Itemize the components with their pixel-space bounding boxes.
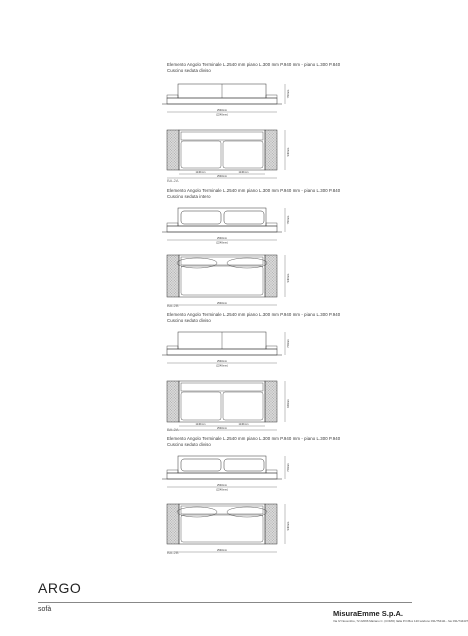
base-frame (167, 349, 277, 355)
base-frame (167, 98, 277, 104)
element-code: BA-2B (167, 550, 179, 555)
hatch-line (265, 381, 268, 384)
front-view (162, 456, 285, 487)
seat-frame (179, 255, 265, 297)
dimension-label: (2240mm) (216, 113, 228, 117)
back-cushion-left (181, 211, 221, 224)
base-frame (167, 473, 277, 479)
hatch-line (167, 381, 175, 389)
element-caption: Elemento Angolo Terminale L.2540 mm piano L.300 mm P.940 mm - piano L.300 P.940 Cuscino seduto diviso (167, 312, 341, 323)
dimension-label: 1140mm (238, 171, 249, 175)
side-table-right (266, 223, 277, 226)
dimension-label: (2240mm) (216, 241, 228, 245)
dimension-label: 750mm (287, 339, 290, 348)
armrest-hatch (265, 255, 277, 297)
element-code: BA-2A (167, 178, 179, 183)
dimension-label: 2540mm (216, 175, 228, 179)
front-view (162, 332, 285, 363)
armrest-hatch (167, 381, 179, 422)
armrest-hatch (265, 381, 277, 422)
armrest-hatch (167, 504, 179, 544)
side-table-right (266, 470, 277, 473)
element-caption: Elemento Angolo Terminale L.2540 mm piano L.300 mm P.940 mm - piano L.300 P.940 Cuscino seduto diviso (167, 436, 341, 447)
pillow-left (177, 258, 217, 268)
element-caption: Elemento Angolo Terminale L.2540 mm piano L.300 mm P.940 mm - piano L.300 P.840 Cuscino seduta intero (167, 188, 341, 199)
dimension-label: 750mm (287, 215, 290, 225)
pillow-right (227, 507, 267, 517)
dimension-label: 1140mm (238, 423, 249, 427)
company-name: MisuraEmme S.p.A. (333, 609, 404, 618)
hatch-line (167, 381, 170, 384)
product-subtitle: sofà (38, 606, 52, 613)
dimension-label: 940mm (287, 521, 290, 531)
company-address: Via IV Novembre, 72 22066 Mariano C. (COMO) Italia P.O.Box 120 telefono 031/754111 - fax 031/744437 (333, 619, 468, 623)
dimension-label: 940mm (287, 147, 290, 157)
dimension-label: 2540mm (216, 109, 228, 112)
seat-frame (179, 130, 265, 170)
pillow-left (177, 507, 217, 517)
hatch-line (265, 381, 273, 389)
back-cushion-left (181, 459, 221, 471)
product-title: ARGO (38, 580, 82, 596)
seat-cushion-left (181, 392, 221, 420)
side-table-right (266, 95, 277, 98)
back-cushion (181, 132, 263, 140)
dimension-label: 2540mm (216, 360, 228, 363)
dimension-label: 2540mm (216, 549, 228, 553)
seat-cushion (181, 266, 263, 295)
side-table-left (167, 223, 178, 226)
side-table-left (167, 470, 178, 473)
seat-cushion-left (181, 141, 221, 168)
seat-cushion-right (223, 141, 263, 168)
dimension-label: 750mm (287, 89, 290, 99)
backrest (178, 456, 266, 473)
pillow-right (227, 258, 267, 268)
element-code: BA-2A (167, 427, 179, 432)
armrest-hatch (167, 130, 179, 170)
armrest-hatch (265, 130, 277, 170)
back-cushion (181, 383, 263, 391)
dimension-label: 2540mm (216, 237, 228, 240)
dimension-label: 1140mm (195, 423, 206, 427)
dimension-label: 1140mm (195, 171, 206, 175)
side-table-left (167, 346, 178, 349)
element-caption: Elemento Angolo Terminale L.2540 mm piano L.300 mm P.940 mm - piano L.300 P.840 Cuscino seduta diviso (167, 62, 341, 73)
dimension-label: (2240mm) (216, 488, 228, 492)
hatch-line (171, 381, 179, 389)
dimension-label: 2540mm (216, 427, 228, 431)
base-frame (167, 226, 277, 232)
hatch-line (274, 255, 277, 258)
front-view (162, 84, 285, 112)
back-cushion-right (224, 459, 264, 471)
side-table-left (167, 95, 178, 98)
back-cushion-right (224, 211, 264, 224)
element-code: BA-2B (167, 303, 179, 308)
seat-frame (179, 504, 265, 544)
dimension-label: 940mm (287, 399, 290, 408)
footer-divider (38, 602, 412, 603)
seat-cushion (181, 515, 263, 542)
hatch-line (167, 255, 170, 258)
dimension-label: 750mm (287, 463, 290, 472)
hatch-line (265, 255, 268, 258)
hatch-line (176, 381, 179, 384)
dimension-label: 940mm (287, 273, 290, 283)
seat-cushion-right (223, 392, 263, 420)
dimension-label: 2540mm (216, 302, 228, 306)
hatch-line (176, 255, 179, 258)
front-view (162, 208, 285, 240)
side-table-right (266, 346, 277, 349)
seat-frame (179, 381, 265, 422)
backrest (178, 208, 266, 226)
dimension-label: 2540mm (216, 484, 228, 487)
armrest-hatch (167, 255, 179, 297)
dimension-label: (2240mm) (216, 364, 228, 368)
hatch-line (269, 381, 277, 389)
armrest-hatch (265, 504, 277, 544)
hatch-line (274, 381, 277, 384)
